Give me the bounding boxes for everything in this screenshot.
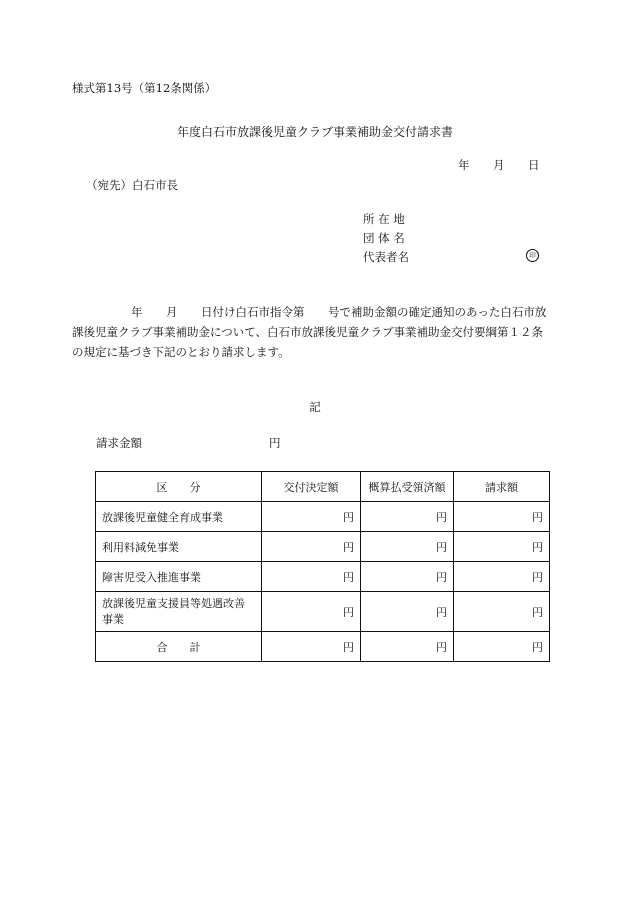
cell-yen: 円 [262,562,361,592]
cell-yen: 円 [361,632,454,662]
table-row [96,562,550,592]
body-month: 月 [166,305,178,319]
table-header-row [96,472,550,502]
date-day-label: 日 [528,158,540,172]
table-total-row [96,632,550,662]
cell-yen: 円 [262,502,361,532]
body-line2: 課後児童クラブ事業補助金について、白石市放課後児童クラブ事業補助金交付要綱第１２条 [72,325,544,339]
representative-label: 代表者名 [363,250,409,264]
body-year: 年 [131,305,143,319]
cell-yen: 円 [262,592,361,632]
row-label: 放課後児童支援員等処遇改善事業 [96,592,262,632]
date-year-label: 年 [458,158,470,172]
total-label: 合 計 [96,632,262,662]
cell-yen: 円 [361,592,454,632]
cell-yen: 円 [454,592,550,632]
row-label: 放課後児童健全育成事業 [96,502,262,532]
organization-label: 団 体 名 [363,231,405,245]
cell-yen: 円 [262,532,361,562]
cell-yen: 円 [361,562,454,592]
row-label: 利用料減免事業 [96,532,262,562]
cell-yen: 円 [454,532,550,562]
header-advance-received: 概算払受領済額 [361,472,454,502]
claim-amount-label: 請求金額 [96,436,142,450]
document-title: 年度白石市放課後児童クラブ事業補助金交付請求書 [176,125,453,139]
address-label: 所 在 地 [363,212,405,226]
header-category: 区 分 [96,472,262,502]
addressee: （宛先）白石市長 [86,178,178,192]
table-row [96,592,550,632]
row-label: 障害児受入推進事業 [96,562,262,592]
cell-yen: 円 [454,562,550,592]
header-claim-amount: 請求額 [454,472,550,502]
body-dated: 日付け白石市指令第 [201,305,305,319]
header-grant-decision: 交付決定額 [262,472,361,502]
body-line1-rest: 号で補助金額の確定通知のあった白石市放 [328,305,547,319]
seal-mark: 印 [526,249,539,262]
table-row [96,532,550,562]
body-line3: の規定に基づき下記のとおり請求します。 [72,345,290,359]
table-row [96,502,550,532]
cell-yen: 円 [454,632,550,662]
date-month-label: 月 [493,158,505,172]
claim-amount-unit: 円 [269,436,281,450]
cell-yen: 円 [262,632,361,662]
ki-heading: 記 [309,400,321,414]
cell-yen: 円 [361,532,454,562]
cell-yen: 円 [361,502,454,532]
claim-table [95,471,550,662]
form-number: 様式第13号（第12条関係） [72,81,217,95]
cell-yen: 円 [454,502,550,532]
